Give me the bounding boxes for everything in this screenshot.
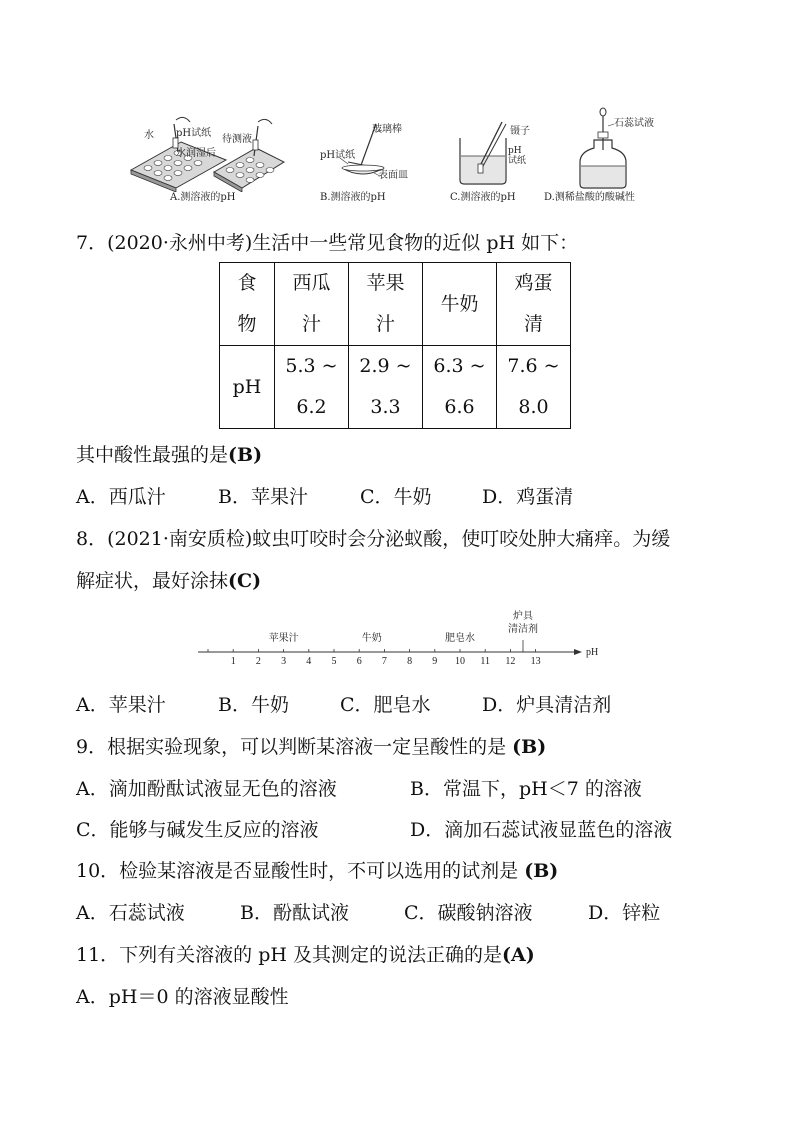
q7-option-d: D．鸡蛋清 <box>482 486 574 508</box>
q11-stem: 11．下列有关溶液的 pH 及其测定的说法正确的是(A) <box>76 944 535 966</box>
ph-tick-label: 6 <box>356 656 362 667</box>
table-cell-food: 西瓜 汁 <box>275 263 349 346</box>
ph-tick-label: 13 <box>530 656 541 667</box>
q8-answer: (C) <box>228 570 262 592</box>
ph-tick-label: 9 <box>432 656 438 667</box>
ph-scale-unit: pH <box>586 647 599 658</box>
ph-tick-label: 8 <box>407 656 413 667</box>
beaker-illustration <box>452 116 552 186</box>
label-ph-paper: pH试纸 <box>176 128 212 139</box>
label-test-liquid: 待测液 <box>222 134 252 145</box>
q8-stem-line1: 8．(2021·南安质检)蚊虫叮咬时会分泌蚁酸，使叮咬处肿大痛痒。为缓 <box>76 528 671 550</box>
ph-scale-arrowhead <box>574 649 582 655</box>
label-wet: 水润湿后 <box>176 148 216 159</box>
ph-item-label: 清洁剂 <box>508 624 538 635</box>
table-cell-food: 苹果 汁 <box>349 263 423 346</box>
label-water: 水 <box>144 130 154 141</box>
q7-option-a: A．西瓜汁 <box>76 486 166 508</box>
q10-stem: 10．检验某溶液是否显酸性时，不可以选用的试剂是 (B) <box>76 860 559 882</box>
ph-item-label: 苹果汁 <box>268 633 299 644</box>
figure-b <box>318 118 428 208</box>
q10-option-d: D．锌粒 <box>588 902 661 924</box>
table-cell-ph: 6.3 ~ 6.6 <box>423 346 497 429</box>
q9-option-c: C．能够与碱发生反应的溶液 <box>76 819 319 841</box>
label-ph-paper-b: pH试纸 <box>320 150 356 161</box>
q9-option-b: B．常温下，pH＜7 的溶液 <box>410 778 642 800</box>
figure-d-caption: D.测稀盐酸的酸碱性 <box>544 192 635 203</box>
figure-a <box>126 112 286 207</box>
ph-tick-label: 4 <box>306 656 312 667</box>
ph-tick-label: 10 <box>455 656 465 667</box>
label-ph-paper-c: pH试纸 <box>508 146 527 166</box>
q9-stem: 9．根据实验现象，可以判断某溶液一定呈酸性的是 (B) <box>76 736 547 758</box>
ph-tick-label: 7 <box>381 656 387 667</box>
q10-option-a: A．石蕊试液 <box>76 902 185 924</box>
q7-option-c: C．牛奶 <box>360 486 432 508</box>
table-row <box>220 263 571 346</box>
ph-tick-label: 5 <box>331 656 337 667</box>
label-glass-rod: 玻璃棒 <box>372 124 402 135</box>
figure-c <box>452 116 552 208</box>
table-cell-food: 鸡蛋 清 <box>497 263 571 346</box>
q8-option-c: C．肥皂水 <box>340 694 431 716</box>
label-watch-glass: 表面皿 <box>378 170 408 181</box>
table-cell-ph: 2.9 ~ 3.3 <box>349 346 423 429</box>
ph-item-label: 肥皂水 <box>445 633 475 644</box>
table-header-ph: pH <box>220 346 275 429</box>
figure-a-caption: A.测溶液的pH <box>170 192 236 203</box>
figure-b-caption: B.测溶液的pH <box>320 192 386 203</box>
q7-option-b: B．苹果汁 <box>218 486 308 508</box>
q10-answer: (B) <box>524 860 559 882</box>
figure-d <box>546 106 666 208</box>
ph-tick-label: 3 <box>281 656 287 667</box>
ph-tick-label: 2 <box>255 656 261 667</box>
q11-answer: (A) <box>502 944 535 966</box>
q9-option-d: D．滴加石蕊试液显蓝色的溶液 <box>410 819 673 841</box>
ph-tick-label: 1 <box>230 656 236 667</box>
q10-option-c: C．碳酸钠溶液 <box>404 902 533 924</box>
q8-option-a: A．苹果汁 <box>76 694 166 716</box>
ph-scale <box>196 608 606 670</box>
q7-answer: (B) <box>228 444 263 466</box>
ph-tick-label: 11 <box>480 656 491 667</box>
ph-scale-figure <box>196 608 606 670</box>
q8-stem-line2: 解症状，最好涂抹(C) <box>76 570 262 592</box>
table-cell-ph: 5.3 ~ 6.2 <box>275 346 349 429</box>
q8-option-b: B．牛奶 <box>218 694 289 716</box>
table-row <box>220 346 571 429</box>
table-cell-ph: 7.6 ~ 8.0 <box>497 346 571 429</box>
label-tweezers: 镊子 <box>510 126 530 137</box>
ph-food-table <box>219 262 571 429</box>
table-header-food: 食 物 <box>220 263 275 346</box>
q9-answer: (B) <box>512 736 547 758</box>
label-litmus: 石蕊试液 <box>614 118 654 129</box>
q7-stem: 7．(2020·永州中考)生活中一些常见食物的近似 pH 如下： <box>76 232 579 254</box>
ph-item-label: 炉具 <box>513 611 533 622</box>
figure-c-caption: C.测溶液的pH <box>450 192 516 203</box>
ph-tick-label: 12 <box>505 656 516 667</box>
ph-item-label: 牛奶 <box>361 633 382 644</box>
q9-option-a: A．滴加酚酞试液显无色的溶液 <box>76 778 337 800</box>
q11-option-a: A．pH＝0 的溶液显酸性 <box>76 986 289 1008</box>
q10-option-b: B．酚酞试液 <box>240 902 349 924</box>
table-cell-food: 牛奶 <box>423 263 497 346</box>
q8-option-d: D．炉具清洁剂 <box>482 694 612 716</box>
q7-follow: 其中酸性最强的是(B) <box>76 444 263 466</box>
